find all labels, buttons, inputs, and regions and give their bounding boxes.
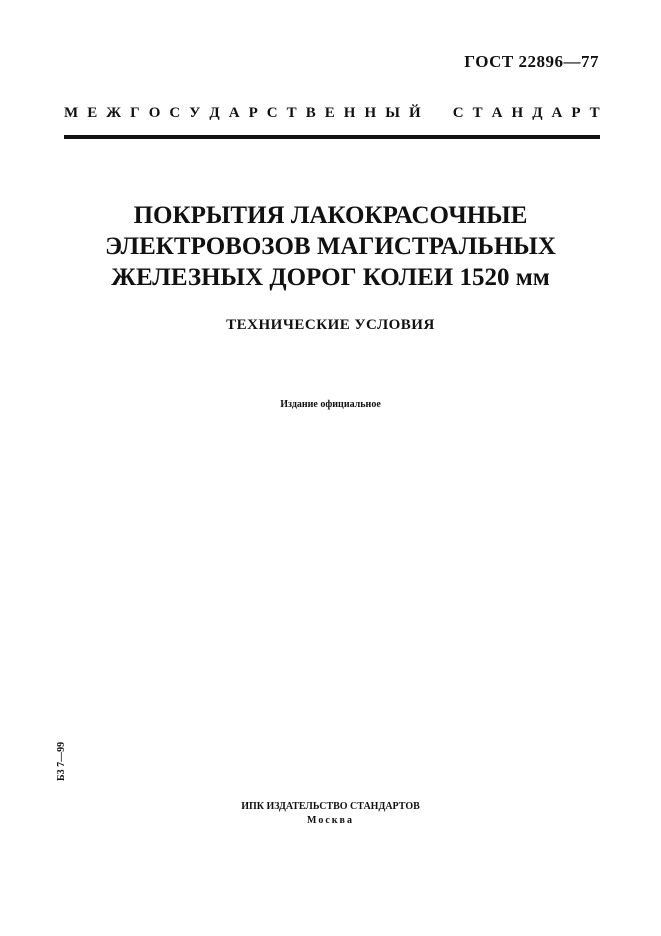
heading-letter: С bbox=[452, 105, 464, 121]
edition-note: Издание официальное bbox=[280, 399, 381, 410]
heading-letter: Т bbox=[472, 105, 483, 121]
side-code: Б3 7—99 bbox=[56, 741, 67, 781]
heading-letter: У bbox=[189, 105, 201, 121]
heading-letter: Д bbox=[532, 105, 543, 121]
heading-letter: Н bbox=[511, 105, 524, 121]
title-line-2: ЭЛЕКТРОВОЗОВ МАГИСТРАЛЬНЫХ bbox=[105, 233, 556, 260]
heading-letter: Р bbox=[248, 105, 258, 121]
heading-letter: М bbox=[64, 105, 79, 121]
heading-letter: В bbox=[305, 105, 316, 121]
heading-letter: Т bbox=[286, 105, 297, 121]
heading-letter: Й bbox=[408, 105, 421, 121]
heading-letter: С bbox=[266, 105, 278, 121]
heading-letter: А bbox=[551, 105, 563, 121]
heading-letter: Ы bbox=[385, 105, 400, 121]
heading-letter: О bbox=[148, 105, 161, 121]
heading-letter: Р bbox=[571, 105, 581, 121]
heading-letter: Е bbox=[324, 105, 335, 121]
heading-letter: Т bbox=[589, 105, 600, 121]
heading-letter: Ж bbox=[106, 105, 122, 121]
heading-letter: А bbox=[491, 105, 503, 121]
heading-letter: А bbox=[228, 105, 240, 121]
title-line-1: ПОКРЫТИЯ ЛАКОКРАСОЧНЫЕ bbox=[133, 202, 528, 229]
title-line-3: ЖЕЛЕЗНЫХ ДОРОГ КОЛЕИ 1520 мм bbox=[111, 264, 550, 291]
publisher: ИПК ИЗДАТЕЛЬСТВО СТАНДАРТОВ bbox=[241, 801, 420, 812]
publisher-city: Москва bbox=[307, 815, 354, 826]
document-title bbox=[0, 200, 661, 293]
heading-letter: Н bbox=[364, 105, 377, 121]
document-subtitle: ТЕХНИЧЕСКИЕ УСЛОВИЯ bbox=[226, 317, 435, 333]
heading-space bbox=[430, 105, 444, 122]
heading-letter: Г bbox=[130, 105, 140, 121]
heading-letter: Н bbox=[343, 105, 356, 121]
heading-letter: Д bbox=[209, 105, 220, 121]
interstate-standard-heading bbox=[64, 105, 600, 122]
gost-number: ГОСТ 22896—77 bbox=[464, 52, 599, 71]
header-rule bbox=[64, 135, 600, 139]
heading-letter: Е bbox=[87, 105, 98, 121]
heading-letter: С bbox=[169, 105, 181, 121]
